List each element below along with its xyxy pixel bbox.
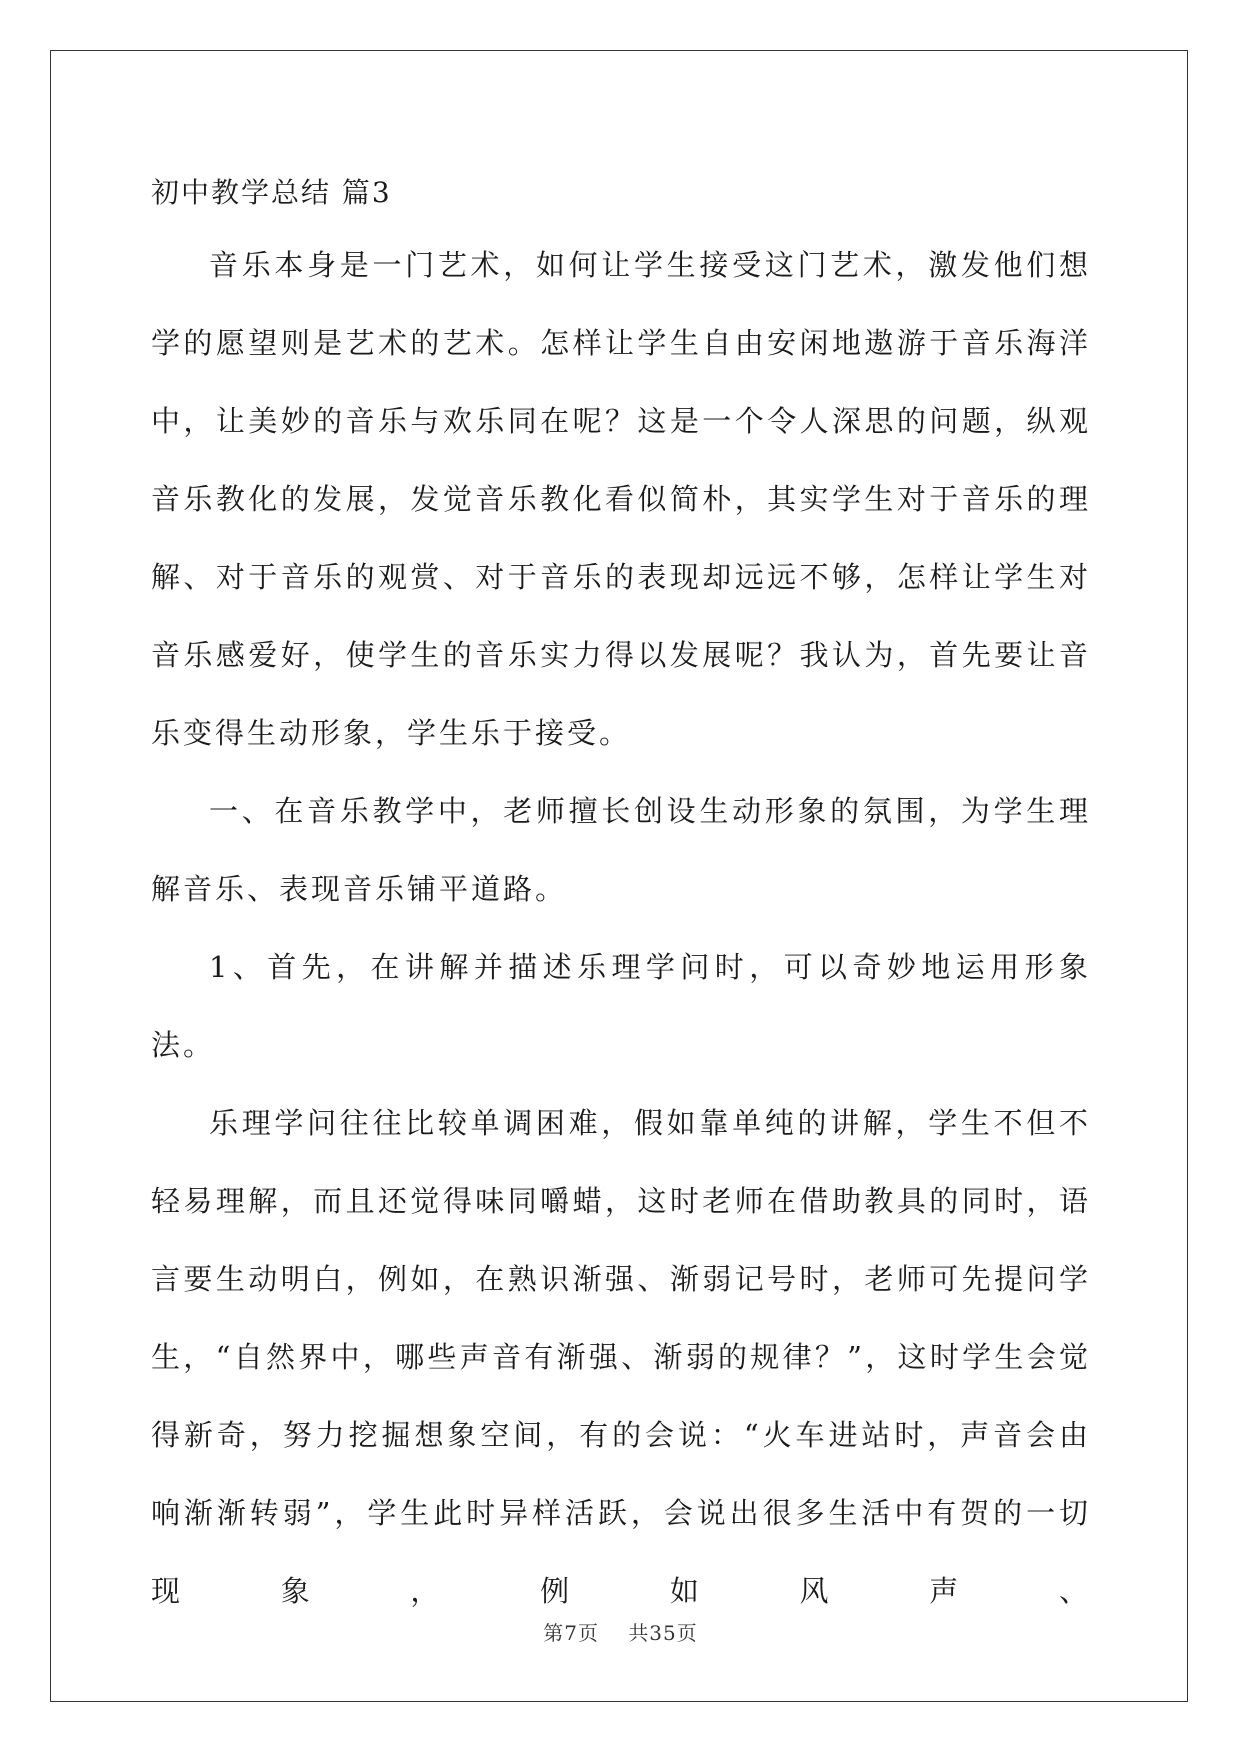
- page-total: 共35页: [628, 1621, 698, 1645]
- document-title: 初中教学总结 篇3: [151, 176, 392, 209]
- paragraph-intro: 音乐本身是一门艺术，如何让学生接受这门艺术，激发他们想学的愿望则是艺术的艺术。怎样让学生自由安闲地遨游于音乐海洋中，让美妙的音乐与欢乐同在呢？这是一个令人深思的问题，纵观音乐教化的发展，发觉音乐教化看似简朴，其实学生对于音乐的理解、对于音乐的观赏、对于音乐的表现却远远不够，怎样让学生对音乐感爱好，使学生的音乐实力得以发展呢？我认为，首先要让音乐变得生动形象，学生乐于接受。: [151, 248, 1091, 750]
- paragraph-section-one: 一、在音乐教学中，老师擅长创设生动形象的氛围，为学生理解音乐、表现音乐铺平道路。: [151, 794, 1091, 906]
- document-body: [151, 160, 1091, 1630]
- page-footer: [0, 1617, 1241, 1646]
- paragraph-music-theory: 乐理学问往往比较单调困难，假如靠单纯的讲解，学生不但不轻易理解，而且还觉得味同嚼蜡，这时老师在借助教具的同时，语言要生动明白，例如，在熟识渐强、渐弱记号时，老师可先提问学生，“自然界中，哪些声音有渐强、渐弱的规律？”，这时学生会觉得新奇，努力挖掘想象空间，有的会说：“火车进站时，声音会由响渐渐转弱”，学生此时异样活跃，会说出很多生活中有贺的一切现象，例如风声、: [151, 1106, 1091, 1608]
- paragraph-point-one: 1、首先，在讲解并描述乐理学问时，可以奇妙地运用形象法。: [151, 950, 1091, 1062]
- page-number: 第7页: [543, 1621, 599, 1645]
